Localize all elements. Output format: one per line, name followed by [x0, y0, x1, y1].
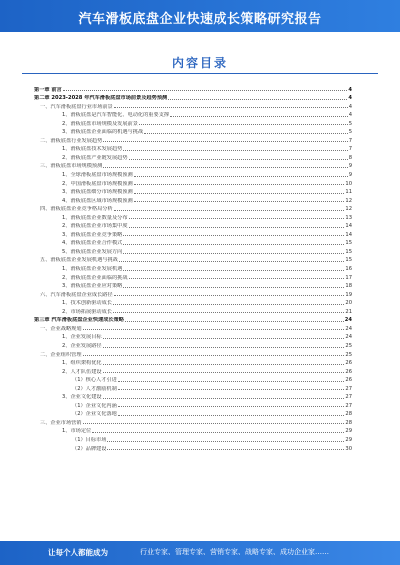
toc-entry-page: 24 [344, 317, 352, 324]
toc-entry[interactable] [34, 127, 352, 136]
toc-entry-page: 26 [345, 377, 352, 384]
toc-leader-dots [119, 261, 345, 262]
toc-entry[interactable] [34, 118, 352, 127]
toc-leader-dots [63, 90, 348, 91]
toc-leader-dots [123, 270, 344, 271]
toc-entry-page: 30 [345, 445, 352, 452]
toc-leader-dots [113, 312, 344, 313]
toc-entry-title: 5、滑板底盘企业发展方向 [62, 248, 123, 255]
report-title: 汽车滑板底盘企业快速成长策略研究报告 [78, 12, 322, 27]
toc-entry-title: 3、滑板底盘细分市场规模预测 [62, 189, 133, 196]
toc-entry-title: （1）目标市场 [72, 436, 107, 443]
toc-leader-dots [129, 278, 345, 279]
footer-bar [0, 541, 400, 565]
toc-leader-dots [123, 287, 344, 288]
toc-entry-page: 25 [345, 342, 352, 349]
toc-entry-page: 27 [345, 402, 352, 409]
toc-leader-dots [83, 329, 345, 330]
toc-entry[interactable] [34, 144, 352, 153]
toc-entry-title: 1、组织架构优化 [62, 360, 102, 367]
toc-entry[interactable] [34, 434, 352, 443]
toc-leader-dots [107, 441, 344, 442]
toc-leader-dots [129, 159, 348, 160]
toc-leader-dots [113, 304, 344, 305]
toc-leader-dots [118, 389, 345, 390]
toc-entry-title: 五、滑板底盘企业发展机遇与挑战 [40, 257, 118, 264]
toc-entry[interactable] [34, 152, 352, 161]
toc-entry-title: （2）人才激励机制 [72, 385, 117, 392]
toc-entry[interactable] [34, 281, 352, 290]
toc-entry-title: 三、企业市场营销 [40, 419, 82, 426]
toc-entry-title: 3、滑板底盘企业应对策略 [62, 283, 123, 290]
toc-entry-page: 15 [345, 257, 352, 264]
toc-entry-page: 27 [345, 394, 352, 401]
toc-entry-page: 7 [348, 137, 352, 144]
toc-entry-page: 24 [345, 325, 352, 332]
toc-entry[interactable] [34, 263, 352, 272]
toc-entry[interactable] [34, 323, 352, 332]
toc-entry-title: （1）核心人才引进 [72, 377, 117, 384]
toc-entry-page: 14 [345, 231, 352, 238]
toc-entry[interactable] [34, 315, 352, 324]
toc-entry-title: 1、全球滑板底盘市场规模预测 [62, 172, 133, 179]
toc-leader-dots [92, 432, 344, 433]
toc-heading: 内容目录 [171, 56, 228, 70]
toc-leader-dots [103, 167, 347, 168]
toc-entry-title: 1、滑板底盘技术发展趋势 [62, 146, 123, 153]
toc-entry[interactable] [34, 221, 352, 230]
toc-leader-dots [134, 201, 345, 202]
toc-entry-page: 21 [345, 308, 352, 315]
toc-entry[interactable] [34, 298, 352, 307]
toc-entry-page: 12 [345, 206, 352, 213]
toc-leader-dots [123, 244, 344, 245]
toc-entry-page: 26 [345, 360, 352, 367]
toc-leader-dots [168, 99, 347, 100]
toc-entry-title: 2、滑板底盘企业面临的挑战 [62, 274, 128, 281]
toc-leader-dots [170, 116, 348, 117]
toc-entry[interactable] [34, 272, 352, 281]
toc-entry-page: 14 [345, 223, 352, 230]
toc-entry[interactable] [34, 400, 352, 409]
toc-entry-title: 一、汽车滑板底盘行业市场前景 [40, 103, 113, 110]
toc-entry[interactable] [34, 84, 352, 93]
toc-entry-page: 4 [348, 95, 352, 102]
toc-entry-page: 28 [345, 419, 352, 426]
toc-entry-page: 28 [345, 411, 352, 418]
toc-entry[interactable] [34, 417, 352, 426]
toc-entry-title: 2、人才队伍建设 [62, 368, 102, 375]
toc-entry[interactable] [34, 93, 352, 102]
toc-entry-title: 二、企业组织管理 [40, 351, 82, 358]
toc-entry-page: 15 [345, 248, 352, 255]
toc-entry-title: （2）企业文化落地 [72, 411, 117, 418]
toc-entry[interactable] [34, 161, 352, 170]
toc-entry[interactable] [34, 229, 352, 238]
toc-entry[interactable] [34, 289, 352, 298]
toc-entry-page: 13 [345, 214, 352, 221]
toc-entry-title: 2、滑板底盘企业市场集中度 [62, 223, 128, 230]
toc-entry-title: 第一章 前言 [34, 86, 62, 93]
toc-entry-title: 第二章 2023-2028 年汽车滑板底盘市场前景及趋势预测 [34, 95, 168, 102]
toc-leader-dots [129, 227, 345, 228]
toc-leader-dots [123, 253, 344, 254]
toc-entry[interactable] [34, 169, 352, 178]
toc-entry-title: 四、滑板底盘企业竞争格局分析 [40, 206, 113, 213]
toc-entry-title: 2、滑板底盘市场规模及发展前景 [62, 120, 138, 127]
toc-entry[interactable] [34, 426, 352, 435]
toc-entry-title: 2、滑板底盘产业链发展趋势 [62, 154, 128, 161]
toc-entry-title: 1、企业发展目标 [62, 334, 102, 341]
toc-leader-dots [118, 406, 345, 407]
toc-entry-title: 3、滑板底盘企业面临的机遇与挑战 [62, 129, 144, 136]
toc-leader-dots [103, 364, 345, 365]
toc-entry-page: 24 [345, 334, 352, 341]
toc-leader-dots [103, 372, 345, 373]
toc-entry[interactable] [34, 358, 352, 367]
table-of-contents [34, 84, 352, 452]
toc-entry-title: 4、滑板底盘企业合作模式 [62, 240, 123, 247]
toc-entry[interactable] [34, 195, 352, 204]
toc-entry[interactable] [34, 238, 352, 247]
toc-entry-page: 9 [348, 163, 352, 170]
toc-entry[interactable] [34, 383, 352, 392]
toc-entry-page: 16 [345, 266, 352, 273]
toc-entry-page: 20 [345, 300, 352, 307]
toc-entry-title: 1、市场定位 [62, 428, 92, 435]
toc-leader-dots [125, 321, 344, 322]
toc-leader-dots [123, 150, 347, 151]
toc-leader-dots [118, 415, 345, 416]
toc-entry-page: 29 [345, 428, 352, 435]
toc-entry[interactable] [34, 101, 352, 110]
toc-leader-dots [144, 133, 348, 134]
toc-entry-title: 1、技术创新驱动成长 [62, 300, 112, 307]
toc-entry-page: 18 [345, 283, 352, 290]
toc-entry[interactable] [34, 366, 352, 375]
toc-entry-page: 17 [345, 274, 352, 281]
toc-entry-title: 3、企业文化建设 [62, 394, 102, 401]
toc-entry-page: 12 [345, 197, 352, 204]
toc-entry-title: 第三章 汽车滑板底盘企业快速成长策略 [34, 317, 124, 324]
toc-entry-page: 10 [345, 180, 352, 187]
toc-entry-title: 2、企业发展路径 [62, 342, 102, 349]
report-header-bar [0, 0, 400, 32]
toc-entry-title: 1、滑板底盘是汽车智能化、电动化的重要支撑 [62, 112, 170, 119]
toc-leader-dots [103, 141, 347, 142]
toc-leader-dots [134, 184, 345, 185]
toc-entry[interactable] [34, 255, 352, 264]
toc-entry-title: （2）品牌建设 [72, 445, 107, 452]
toc-entry-page: 7 [348, 146, 352, 153]
toc-entry[interactable] [34, 340, 352, 349]
toc-entry[interactable] [34, 110, 352, 119]
toc-entry-title: 一、企业战略规划 [40, 325, 82, 332]
toc-entry-title: （1）企业文化内涵 [72, 402, 117, 409]
toc-entry[interactable] [34, 392, 352, 401]
toc-entry-page: 26 [345, 368, 352, 375]
toc-leader-dots [107, 449, 344, 450]
toc-entry[interactable] [34, 212, 352, 221]
toc-leader-dots [114, 210, 345, 211]
toc-entry-page: 19 [345, 291, 352, 298]
toc-divider [22, 73, 378, 74]
toc-entry-title: 1、滑板底盘企业数量及分布 [62, 214, 128, 221]
toc-entry-page: 15 [345, 240, 352, 247]
toc-entry[interactable] [34, 409, 352, 418]
toc-leader-dots [114, 107, 348, 108]
toc-entry[interactable] [34, 178, 352, 187]
toc-leader-dots [114, 295, 345, 296]
toc-leader-dots [123, 235, 344, 236]
toc-entry[interactable] [34, 349, 352, 358]
toc-entry-page: 29 [345, 436, 352, 443]
toc-entry[interactable] [34, 375, 352, 384]
toc-entry-page: 27 [345, 385, 352, 392]
toc-leader-dots [134, 176, 348, 177]
toc-entry-title: 4、滑板底盘区域市场规模预测 [62, 197, 133, 204]
toc-entry-page: 5 [348, 129, 352, 136]
toc-entry-page: 11 [345, 189, 352, 196]
toc-entry-title: 二、滑板底盘行业发展趋势 [40, 137, 103, 144]
footer-tags: 行业专家、管理专家、营销专家、战略专家、成功企业家…… [140, 548, 329, 556]
toc-leader-dots [118, 381, 345, 382]
footer-slogan: 让每个人都能成为 [48, 548, 108, 557]
toc-entry[interactable] [34, 204, 352, 213]
toc-entry[interactable] [34, 187, 352, 196]
toc-entry-page: 8 [348, 154, 352, 161]
toc-leader-dots [83, 423, 345, 424]
toc-entry[interactable] [34, 332, 352, 341]
toc-entry-title: 3、滑板底盘企业竞争策略 [62, 231, 123, 238]
toc-leader-dots [134, 193, 345, 194]
toc-leader-dots [83, 355, 345, 356]
toc-entry-page: 9 [348, 172, 352, 179]
toc-entry[interactable] [34, 306, 352, 315]
toc-leader-dots [103, 347, 345, 348]
toc-entry-page: 5 [348, 120, 352, 127]
toc-entry[interactable] [34, 443, 352, 452]
toc-entry-page: 4 [348, 86, 352, 93]
toc-entry-page: 4 [348, 112, 352, 119]
toc-entry-page: 25 [345, 351, 352, 358]
toc-entry-title: 2、中国滑板底盘市场规模预测 [62, 180, 133, 187]
toc-leader-dots [103, 398, 345, 399]
toc-leader-dots [129, 218, 345, 219]
toc-entry-page: 4 [348, 103, 352, 110]
toc-entry-title: 六、汽车滑板底盘企业成长路径 [40, 291, 113, 298]
toc-entry-title: 1、滑板底盘企业发展机遇 [62, 266, 123, 273]
toc-leader-dots [103, 338, 345, 339]
toc-leader-dots [139, 124, 348, 125]
toc-entry[interactable] [34, 135, 352, 144]
toc-entry-title: 三、滑板底盘市场规模预测 [40, 163, 103, 170]
toc-entry[interactable] [34, 246, 352, 255]
toc-entry-title: 2、市场拓展驱动成长 [62, 308, 112, 315]
